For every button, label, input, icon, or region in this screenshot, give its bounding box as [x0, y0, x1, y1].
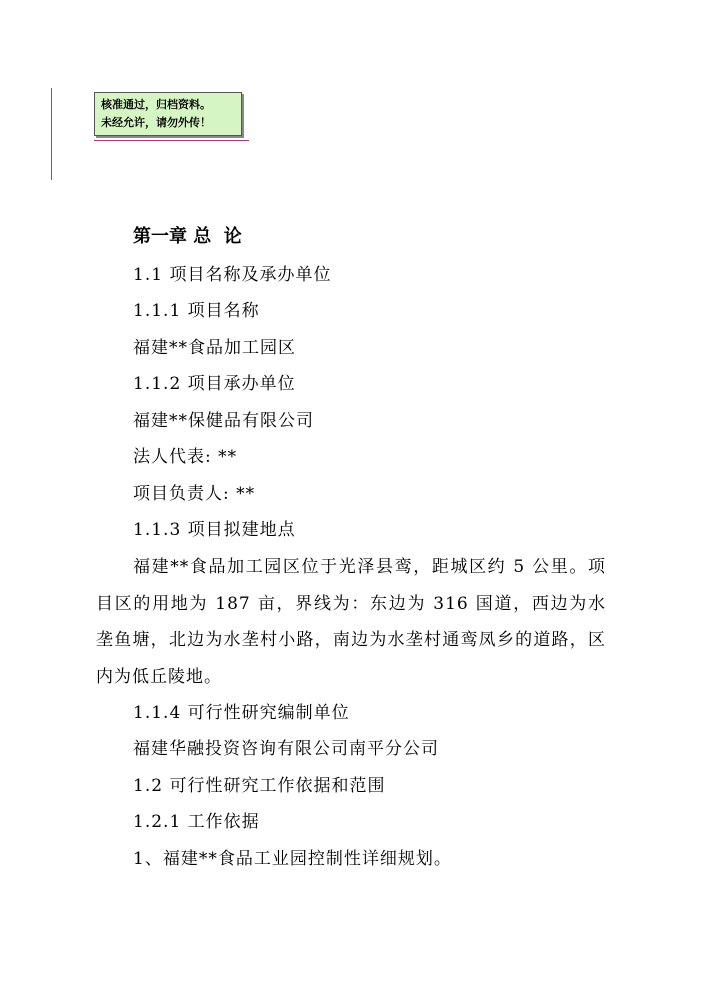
section-heading-1-1-4: 1.1.4 可行性研究编制单位: [133, 703, 350, 723]
basis-item-1: 1、福建**食品工业园控制性详细规划。: [133, 849, 452, 869]
section-heading-1-2: 1.2 可行性研究工作依据和范围: [133, 776, 386, 796]
consultant-name-text: 福建华融投资咨询有限公司南平分公司: [133, 739, 439, 759]
stamp-underline: [94, 140, 249, 141]
project-name-text: 福建**食品加工园区: [133, 338, 296, 358]
approval-stamp: [94, 92, 242, 136]
section-heading-1-1-3: 1.1.3 项目拟建地点: [133, 520, 296, 540]
section-heading-1-1-1: 1.1.1 项目名称: [133, 301, 260, 321]
project-lead-text: 项目负责人: **: [133, 484, 256, 504]
stamp-line-1: 核准通过，归档资料。: [101, 98, 211, 111]
margin-line: [51, 88, 52, 180]
stamp-line-2: 未经允许，请勿外传！: [101, 116, 211, 129]
location-paragraph: 福建**食品加工园区位于光泽县鸾，距城区约 5 公里。项目区的用地为 187 亩，界线为：东边为 316 国道，西边为水垄鱼塘，北边为水垄村小路，南边为水垄村通鸾凤乡的道路，区内为低丘陵地。: [96, 557, 606, 687]
chapter-title: 第一章 总 论: [133, 226, 242, 247]
section-heading-1-1: 1.1 项目名称及承办单位: [133, 265, 332, 285]
company-name-text: 福建**保健品有限公司: [133, 411, 314, 431]
section-heading-1-1-2: 1.1.2 项目承办单位: [133, 374, 296, 394]
legal-representative-text: 法人代表: **: [133, 447, 238, 467]
section-heading-1-2-1: 1.2.1 工作依据: [133, 812, 260, 832]
